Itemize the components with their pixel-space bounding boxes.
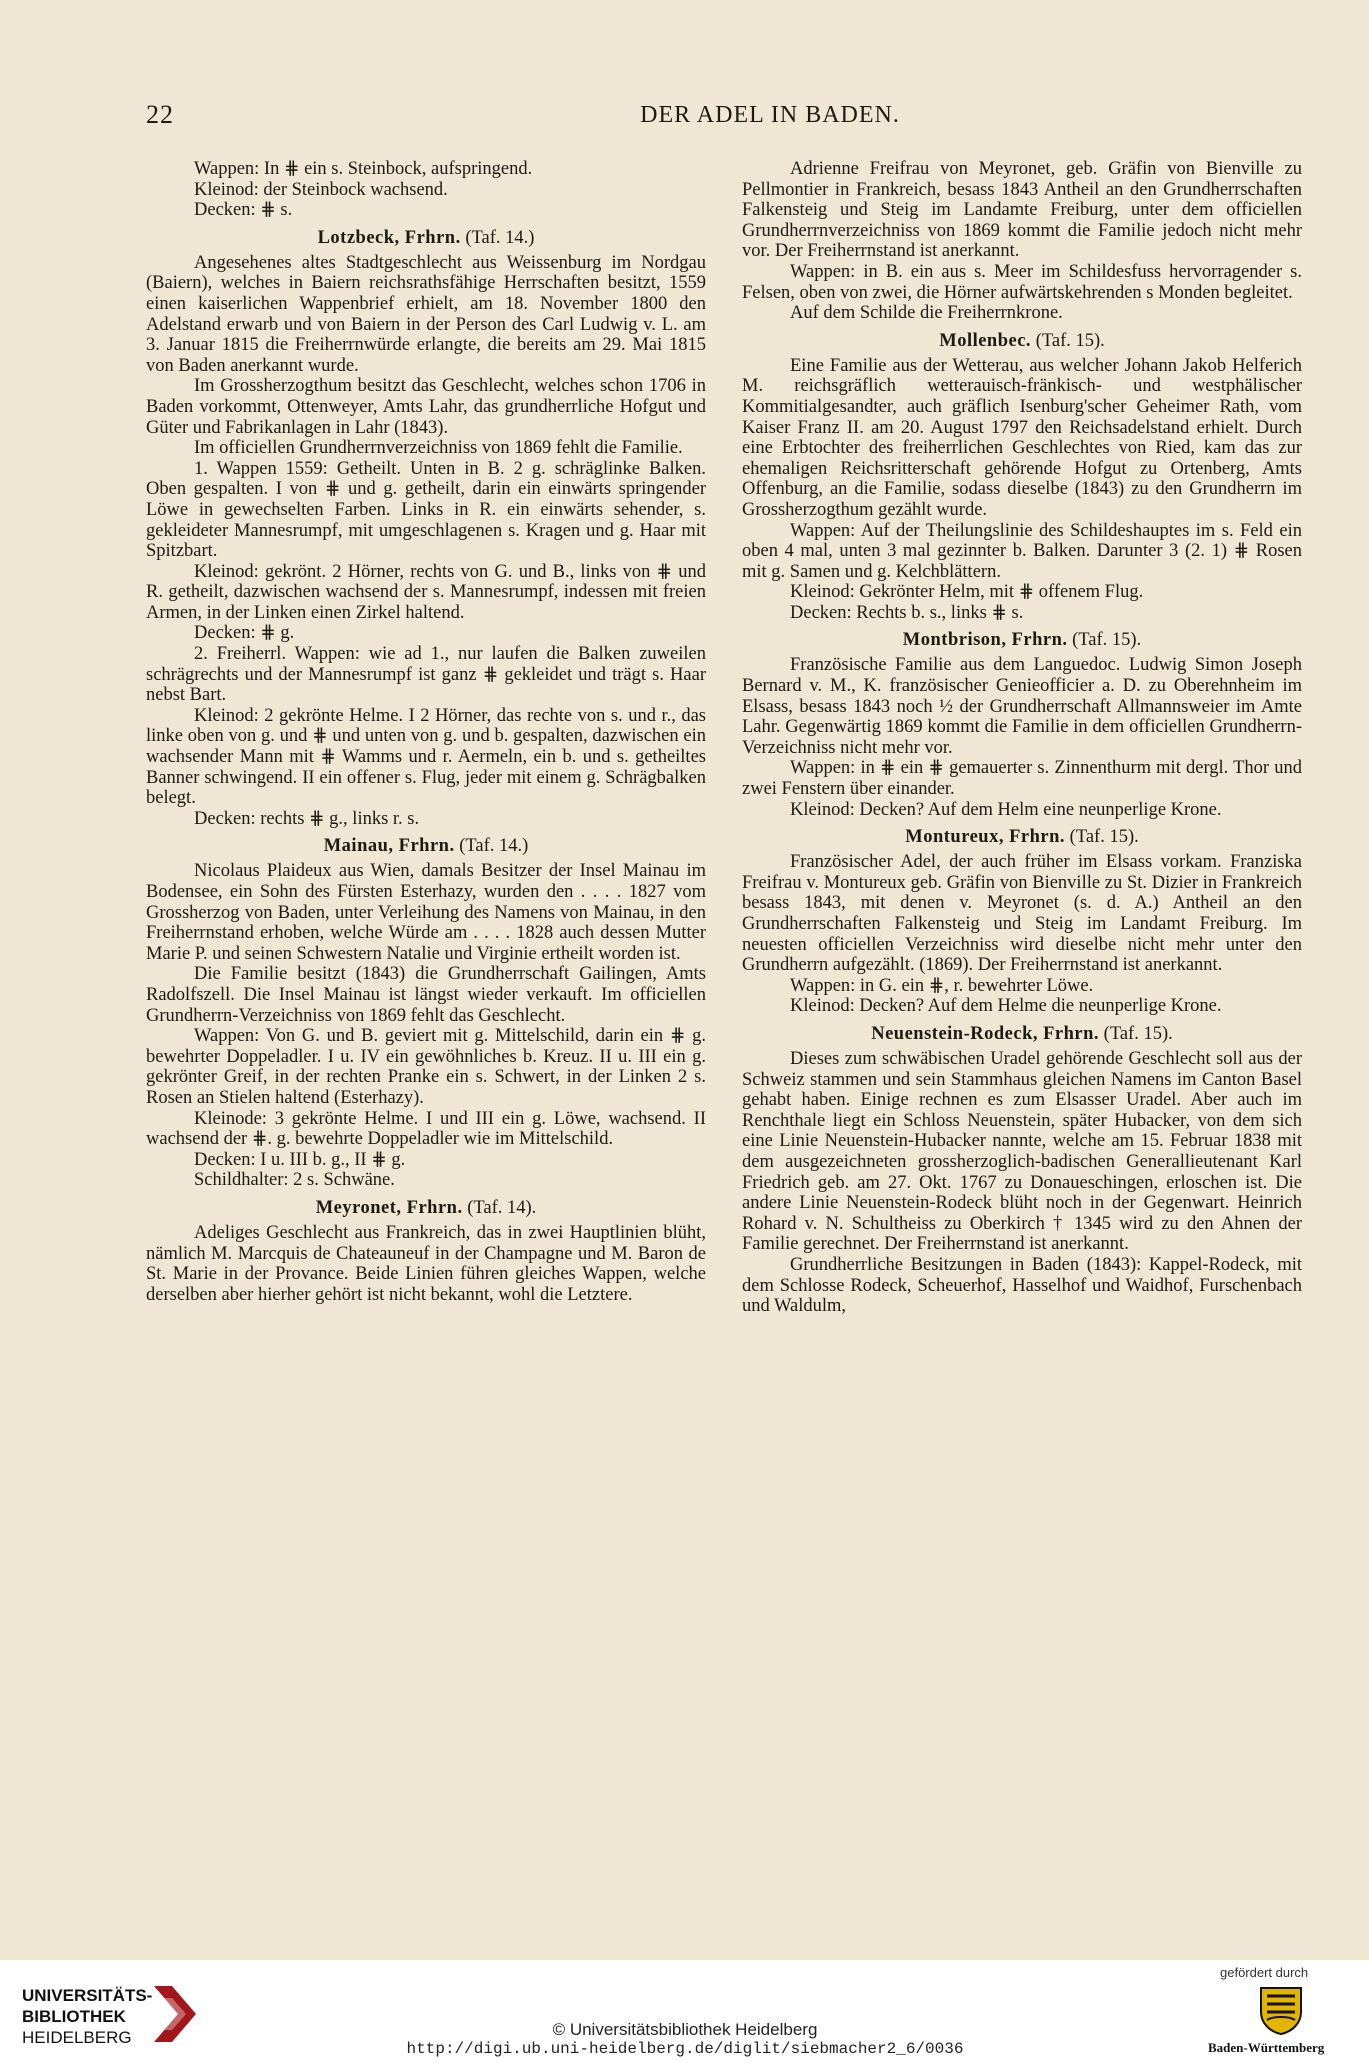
paragraph: Kleinod: Decken? Auf dem Helm eine neunperlige Krone.: [790, 799, 1222, 820]
entry-plate: (Taf. 15).: [1069, 827, 1139, 848]
paragraph: Schildhalter: 2 s. Schwäne.: [194, 1170, 395, 1191]
entry-plate: (Taf. 14.): [465, 227, 535, 248]
paragraph: Wappen: in G. ein ⋕, r. bewehrter Löwe.: [790, 975, 1094, 996]
paragraph: Kleinod: Decken? Auf dem Helme die neunperlige Krone.: [790, 996, 1222, 1017]
entry-plate: (Taf. 14.): [459, 836, 529, 857]
running-head: DER ADEL IN BADEN.: [640, 102, 900, 128]
source-url[interactable]: http://digi.ub.uni-heidelberg.de/diglit/siebmacher2_6/0036: [406, 2040, 964, 2058]
entry-plate: (Taf. 14).: [467, 1197, 537, 1218]
paragraph: 2. Freiherrl. Wappen: wie ad 1., nur laufen die Balken zuweilen schrägrechts und der Mannesrumpf ist ganz ⋕ gekleidet und trägt s. Haar nebst Bart.: [146, 644, 706, 706]
right-column: [742, 159, 1302, 1317]
entry-heading-montbrison: [742, 629, 1302, 651]
entry-name: Montureux, Frhrn.: [905, 827, 1066, 848]
entry-heading-neuenstein: [742, 1023, 1302, 1045]
entry-heading-meyronet: [146, 1197, 706, 1219]
paragraph: Kleinod: gekrönt. 2 Hörner, rechts von G. und B., links von ⋕ und R. getheilt, dazwischen wachsend der s. Mannesrumpf, indessen mit freien Armen, in der Linken einen Zirkel haltend.: [146, 561, 706, 623]
entry-heading-lotzbeck: [146, 227, 706, 249]
paragraph: Eine Familie aus der Wetterau, aus welcher Johann Jakob Helferich M. reichsgräflich wetterauisch-fränkisch- und westphälischer Kommitialgesandter, auch gräflich Isenburg'scher Geheimer Rath, vom Kaiser Franz II. am 20. August 1797 den Reichsadelstand erhielt. Durch eine Erbtochter des freiherrlichen Geschlechtes von Ried, kam das zur ehemaligen Reichsritterschaft gehörende Hofgut zu Ortenberg, Amts Offenburg, an die Familie, sodass dieselbe (1843) zu den Grundherrn im Grossherzogthum gezählt wurde.: [742, 355, 1302, 520]
entry-name: Meyronet, Frhrn.: [315, 1197, 463, 1218]
copyright-notice: © Universitätsbibliothek Heidelberg: [552, 2020, 818, 2039]
library-logo-text: [22, 1985, 152, 2048]
paragraph: Adeliges Geschlecht aus Frankreich, das in zwei Hauptlinien blüht, nämlich M. Marcquis de Chateauneuf in der Champagne und M. Baron de St. Marie in der Provance. Beide Linien führen gleiches Wappen, welche derselben aber hierher gehört ist nicht bekannt, wohl die Letztere.: [146, 1222, 706, 1305]
intro-wappen: Wappen: In ⋕ ein s. Steinbock, aufspringend.: [194, 159, 533, 179]
entry-heading-montureux: [742, 826, 1302, 848]
paragraph: Decken: ⋕ g.: [194, 623, 295, 644]
baden-wuerttemberg-crest-icon: [1255, 1982, 1307, 2036]
entry-name: Montbrison, Frhrn.: [902, 630, 1068, 651]
paragraph: Adrienne Freifrau von Meyronet, geb. Gräfin von Bienville zu Pellmontier in Frankreich, besass 1843 Antheil an den Grundherrschaften Falkensteig und Steig im Landamte Freiburg, unter dem officiellen Grundherrnverzeichniss von 1869 kommt die Familie jedoch nicht mehr vor. Der Freiherrnstand ist anerkannt.: [742, 159, 1302, 262]
paragraph: Kleinod: 2 gekrönte Helme. I 2 Hörner, das rechte von s. und r., das linke oben von g. und ⋕ und unten von g. und b. gespalten, dazwischen ein wachsender Mann mit ⋕ Wamms und r. Aermeln, ein b. und s. getheiltes Banner schwingend. II ein offener s. Flug, jeder mit einem g. Schrägbalken belegt.: [146, 705, 706, 809]
paragraph: Wappen: Auf der Theilungslinie des Schildeshauptes im s. Feld ein oben 4 mal, unten 3 mal gezinnter b. Balken. Darunter 3 (2. 1) ⋕ Rosen mit g. Samen und g. Kelchblättern.: [742, 520, 1302, 582]
paragraph: Kleinode: 3 gekrönte Helme. I und III ein g. Löwe, wachsend. II wachsend der ⋕. g. bewehrte Doppeladler wie im Mittelschild.: [146, 1108, 706, 1150]
entry-name: Mainau, Frhrn.: [323, 836, 455, 857]
paragraph: 1. Wappen 1559: Getheilt. Unten in B. 2 g. schräglinke Balken. Oben gespalten. I von ⋕ und g. getheilt, darin ein einwärts springender Löwe in gewechselten Farben. Links in R. ein einwärts sehender, s. gekleideter Mannesrumpf, mit umgeschlagenen s. Kragen und g. Haar mit Spitzbart.: [146, 458, 706, 562]
entry-name: Mollenbec.: [939, 330, 1032, 351]
paragraph: Französischer Adel, der auch früher im Elsass vorkam. Franziska Freifrau v. Montureux geb. Gräfin von Bienville zu St. Dizier in Frankreich besass 1843, mit denen v. Meyronet (s. d. A.) Antheil an den Grundherrschaften Falkensteig und Steig im Landamt Freiburg. Im neuesten officiellen Verzeichniss wird dieselbe nicht mehr unter den Grundherrn aufgezählt. (1869). Der Freiherrnstand ist anerkannt.: [742, 852, 1302, 976]
library-logo-icon: [152, 1984, 198, 2046]
paragraph: Dieses zum schwäbischen Uradel gehörende Geschlecht soll aus der Schweiz stammen und sein Stammhaus gleichen Namens im Canton Basel gehabt haben. Einige rechnen es zum Elsasser Uradel. Aber auch im Renchthale liegt ein Schloss Neuenstein, später Hubacker, von dem sich eine Linie Neuenstein-Hubacker nannte, welche am 15. Februar 1838 mit dem ausgezeichneten grossherzoglich-badischen Generallieutenant Karl Friedrich geb. am 27. Okt. 1767 zu Donaueschingen, erloschen ist. Die andere Linie Neuenstein-Rodeck blüht noch in der Gegenwart. Heinrich Rohard v. N. Schultheiss zu Oberkirch † 1345 wird zu den Ahnen der Familie gerechnet. Der Freiherrnstand ist anerkannt.: [742, 1048, 1302, 1255]
sponsor-label: gefördert durch: [1220, 1965, 1309, 1980]
paragraph: Decken: I u. III b. g., II ⋕ g.: [194, 1149, 406, 1170]
paragraph: Decken: rechts ⋕ g., links r. s.: [194, 808, 420, 829]
paragraph: Im Grossherzogthum besitzt das Geschlecht, welches schon 1706 in Baden vorkommt, Ottenweyer, Amts Lahr, das grundherrliche Hofgut und Güter und Fabrikanlagen in Lahr (1843).: [146, 376, 706, 438]
entry-plate: (Taf. 15).: [1072, 630, 1142, 651]
paragraph: Angesehenes altes Stadtgeschlecht aus Weissenburg im Nordgau (Baiern), welches in Baiern reichsrathsfähige Herrschaften besitzt, 1559 einen kaiserlichen Wappenbrief erhielt, am 18. November 1800 den Adelstand erwarb und von Baiern in der Person des Carl Ludwig v. L. am 3. Januar 1815 die Freiherrnwürde erlangte, die bereits am 29. Mai 1815 von Baden anerkannt wurde.: [146, 252, 706, 376]
paragraph: Im officiellen Grundherrnverzeichniss von 1869 fehlt die Familie.: [194, 438, 683, 459]
paragraph: Wappen: in ⋕ ein ⋕ gemauerter s. Zinnenthurm mit dergl. Thor und zwei Fenstern über einander.: [742, 758, 1302, 800]
library-line-2: BIBLIOTHEK: [22, 2007, 126, 2026]
entry-plate: (Taf. 15).: [1103, 1023, 1173, 1044]
paragraph: Auf dem Schilde die Freiherrnkrone.: [790, 303, 1063, 324]
footer: [0, 1960, 1369, 2063]
sponsor-name: Baden-Württemberg: [1208, 2040, 1325, 2055]
library-line-1: UNIVERSITÄTS-: [22, 1986, 153, 2005]
entry-plate: (Taf. 15).: [1035, 330, 1105, 351]
entry-name: Neuenstein-Rodeck, Frhrn.: [871, 1023, 1100, 1044]
paragraph: Decken: Rechts b. s., links ⋕ s.: [790, 602, 1024, 623]
paragraph: Wappen: in B. ein aus s. Meer im Schildesfuss hervorragender s. Felsen, oben von zwei, die Hörner aufwärtskehrenden s Monden begleitet.: [742, 261, 1302, 303]
paragraph: Nicolaus Plaideux aus Wien, damals Besitzer der Insel Mainau im Bodensee, ein Sohn des Fürsten Esterhazy, wurden den . . . . 1827 vom Grossherzog von Baden, unter Verleihung des Namens von Mainau, in den Freiherrnstand erhoben, welche Würde am . . . . 1828 auch dessen Mutter Marie P. und seinen Schwestern Natalie und Virginie ertheilt worden ist.: [146, 861, 706, 964]
paragraph: Wappen: Von G. und B. geviert mit g. Mittelschild, darin ein ⋕ g. bewehrter Doppeladler. I u. IV ein gewöhnliches b. Kreuz. II u. III ein g. gekrönter Greif, in der rechten Pranke ein s. Schwert, in der Linken 2 s. Rosen an Stielen haltend (Esterhazy).: [146, 1026, 706, 1108]
entry-heading-mollenbec: [742, 330, 1302, 352]
paragraph: Kleinod: Gekrönter Helm, mit ⋕ offenem Flug.: [790, 582, 1144, 603]
paragraph: Grundherrliche Besitzungen in Baden (1843): Kappel-Rodeck, mit dem Schlosse Rodeck, Scheuerhof, Hasselhof und Waidhof, Furschenbach und Waldulm,: [742, 1254, 1302, 1317]
page-number: 22: [146, 100, 174, 129]
intro-decken: Decken: ⋕ s.: [194, 200, 293, 221]
paragraph: Die Familie besitzt (1843) die Grundherrschaft Gailingen, Amts Radolfszell. Die Insel Mainau ist längst wieder verkauft. Im officiellen Grundherrn-Verzeichniss von 1869 fehlt das Geschlecht.: [146, 964, 706, 1026]
library-line-3: HEIDELBERG: [22, 2028, 132, 2047]
entry-heading-mainau: [146, 835, 706, 857]
intro-kleinod: Kleinod: der Steinbock wachsend.: [194, 179, 448, 200]
entry-name: Lotzbeck, Frhrn.: [317, 227, 461, 248]
paragraph: Französische Familie aus dem Languedoc. Ludwig Simon Joseph Bernard v. M., K. französischer Genieofficier a. D. zu Oberehnheim im Elsass, besass 1843 noch ½ der Grundherrschaft Allmannsweier im Amte Lahr. Gegenwärtig 1869 kommt die Familie in dem officiellen Grundherrn-Verzeichniss nicht mehr vor.: [742, 655, 1302, 758]
left-column: [146, 159, 706, 1305]
